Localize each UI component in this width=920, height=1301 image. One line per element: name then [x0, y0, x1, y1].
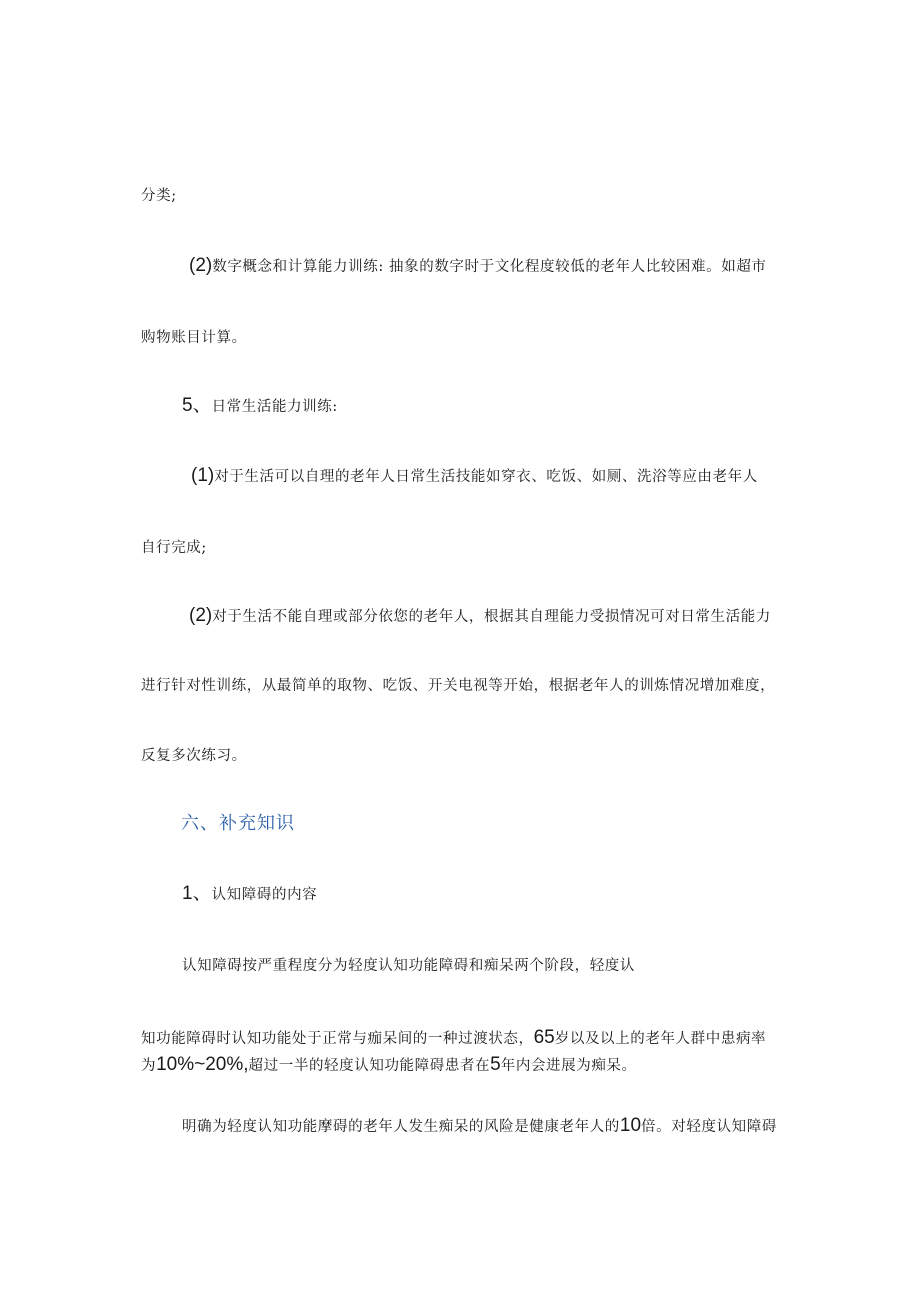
paragraph-line [141, 538, 207, 558]
paragraph-line [141, 676, 775, 696]
text: 明确为轻度认知功能摩碍的老年人发生痴呆的风险是健康老年人的 [182, 1119, 620, 1135]
list-number: (1) [191, 465, 215, 486]
text: 分类; [141, 188, 177, 204]
paragraph-line [141, 746, 247, 766]
text: 购物账目计算。 [141, 330, 247, 346]
paragraph-line [141, 1028, 766, 1049]
text: 岁以及以上的老年人群中患病率 [554, 1031, 767, 1047]
text: 进行针对性训练，从最简单的取物、吃饭、开关电视等开始，根据老年人的训炼情况增加难度， [141, 678, 776, 694]
text: 知功能障碍时认知功能处于正常与痂呆间的一种过渡状态， [141, 1031, 534, 1047]
paragraph-line [141, 1055, 637, 1076]
text: 认知障碍按严重程度分为轻度认知功能障碍和痴呆两个阶段，轻度认 [182, 958, 635, 974]
text: 年内会进展为痴呆。 [500, 1058, 637, 1074]
text: 反复多次练习。 [141, 748, 247, 764]
paragraph-line [182, 1116, 777, 1137]
paragraph-line [189, 606, 771, 627]
list-number: 1、 [182, 883, 212, 904]
text: 日常生活能力训练: [211, 399, 338, 415]
text: 超过一半的轻度认知功能障碍患者在 [248, 1058, 491, 1074]
section-heading [182, 396, 338, 417]
text: 认知障碍的内容 [211, 887, 318, 903]
text: 为 [141, 1058, 157, 1074]
number: 10 [619, 1115, 642, 1136]
paragraph-line [191, 466, 758, 487]
section-title [181, 814, 295, 834]
text: 对于生活可以自理的老年人日常生活技能如穿衣、吃饭、如厕、洗浴等应由老年人 [214, 469, 758, 485]
list-number: (2) [189, 605, 213, 626]
section-heading [182, 884, 317, 905]
number: 10%~20%, [156, 1054, 249, 1075]
text: 数字概念和计算能力训练: 抽象的数字时于文化程度较低的老年人比较困难。如超市 [212, 259, 767, 275]
list-number: (2) [189, 255, 213, 276]
paragraph-line [182, 956, 635, 976]
number: 5 [490, 1054, 501, 1075]
text: 自行完成; [141, 540, 207, 556]
paragraph-line [141, 328, 247, 348]
paragraph-line [189, 256, 767, 277]
text: 对于生活不能自理或部分依您的老年人，根据其自理能力受损情况可对日常生活能力 [212, 609, 771, 625]
list-number: 5、 [182, 395, 212, 416]
text: 六、补充知识 [181, 813, 295, 834]
paragraph-line [141, 186, 177, 206]
text: 倍。对轻度认知障碍 [641, 1119, 777, 1135]
number: 65 [533, 1027, 555, 1048]
